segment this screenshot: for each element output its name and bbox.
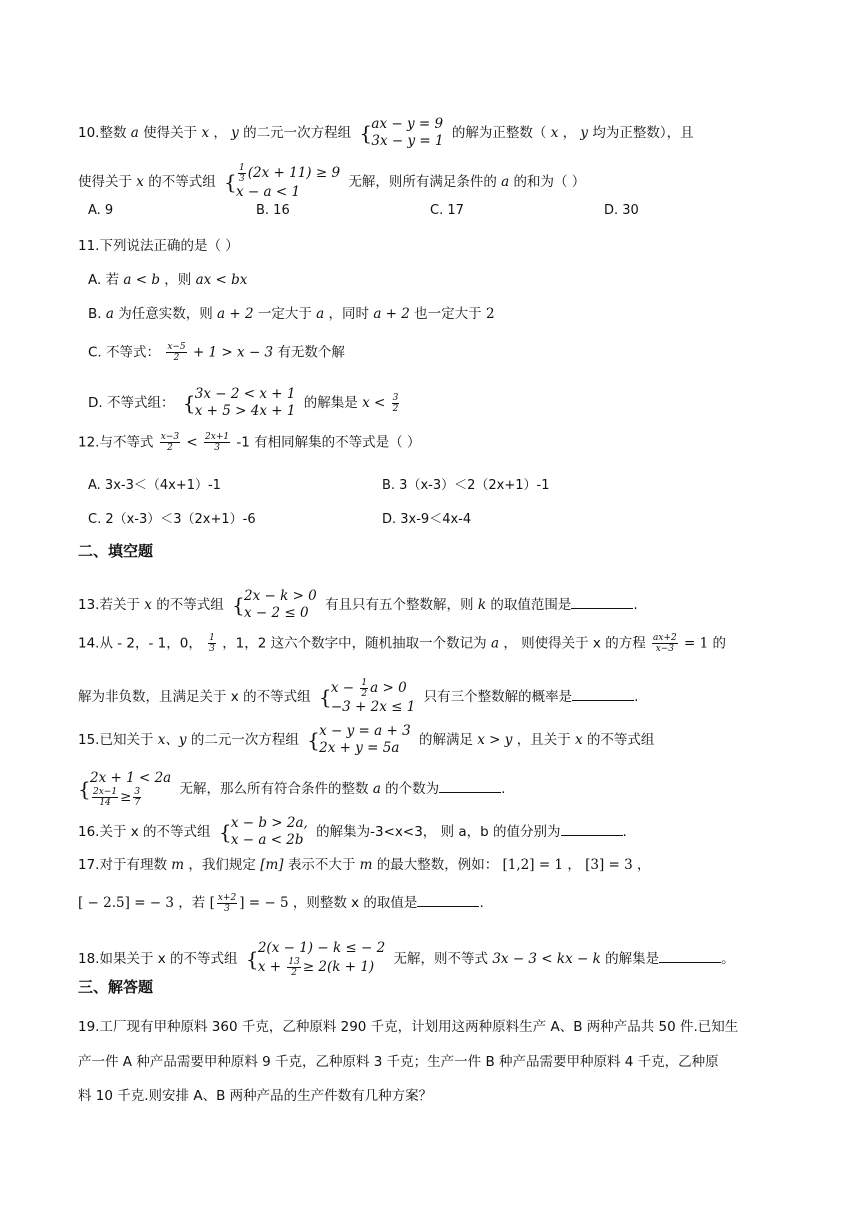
punctuation: . [479,895,484,911]
q10-text: 无解，则所有满足条件的 [348,174,497,190]
q13-text: 的不等式组 [156,597,224,613]
q12-option-c[interactable]: C. 2（x-3）＜3（2x+1）-6 [88,512,256,527]
equation-row: ax − y = 9 [371,116,444,132]
var-a: a [490,635,500,652]
math: [m] [260,857,284,873]
q14-line1 [78,633,726,654]
q18-text: 18.如果关于 x 的不等式组 [78,951,238,967]
q15-line2 [78,770,505,808]
fraction-denominator: 3 [224,903,230,914]
fraction [652,633,678,654]
option-text: ，则 [164,272,192,288]
punctuation: . [633,597,638,613]
fraction [392,393,400,414]
inequality-row: 2x − k > 0 [244,588,317,604]
q13-text: 的取值范围是 [490,597,572,613]
option-label: D. 不等式组： [88,395,175,411]
var-m: m [171,857,185,873]
fraction [92,787,118,808]
q14-text: ，1，2 这六个数字中，随机抽取一个数记为 [222,635,487,652]
fraction-numerator: 13 [288,957,300,967]
math: [ − 2.5] = − 3 [78,895,174,911]
fraction-denominator: 2 [167,443,173,453]
section-heading-answer: 三、解答题 [78,978,154,996]
q18-text: 无解，则不等式 [393,951,489,967]
fraction [360,678,368,699]
q17-line1 [78,855,651,875]
q17-text: ，若 [178,895,206,911]
q18-line [78,940,735,978]
q14-text: ， 则使得关于 x 的方程 [503,635,646,652]
q17-text: ，我们规定 [188,857,256,873]
inequality-text: x + [257,959,282,975]
comma: ， [567,857,581,873]
q15-text: 的个数为 [385,781,440,797]
var-a: a [372,781,381,797]
fraction-numerator: x−5 [167,342,186,352]
q12-stem [78,432,420,453]
inequality-system: { x − b > 2a, x − a < 2b [218,815,308,848]
fraction-denominator: 2 [291,968,297,978]
equation-row: 3x − y = 1 [371,133,444,149]
q17-text: 表示不大于 [287,857,356,873]
q10-text: 10.整数 [78,125,127,141]
q10-text: 使得关于 [143,125,198,141]
fraction-numerator: x+2 [217,892,237,903]
q10-text: 的和为（ ） [513,174,586,190]
fraction-numerator: 3 [392,392,399,403]
q10-text: 均为正整数），且 [592,125,694,141]
math: a [316,306,325,322]
fraction-numerator: 2x−1 [93,787,118,797]
q15-line1 [78,723,654,757]
math: a < b [123,272,160,288]
fraction-numerator: 1 [361,678,368,688]
inequality-system: { 2x − k > 0 x − 2 ≤ 0 [232,588,317,621]
q14-text: 只有三个整数解的概率是 [423,689,573,705]
inequality-row [236,163,340,184]
var-x: x [144,597,152,613]
fraction-numerator: x−3 [160,432,180,442]
option-text: 有无数个解 [277,344,345,361]
q10-option-a[interactable]: A. 9 [88,203,114,218]
math: 2 [485,306,495,322]
inequality-text: ≥ 2(k + 1) [302,959,375,975]
q14-line2 [78,678,638,716]
fraction-denominator: 7 [134,798,141,808]
q15-text: ，且关于 [516,732,571,748]
var-y: y [231,125,239,141]
math: = 1 [684,635,709,652]
fraction [166,342,186,363]
fraction [133,787,141,808]
fraction-denominator: 2 [361,689,368,699]
q17-text: ，则整数 x 的取值是 [292,895,418,911]
fraction-denominator: x−3 [655,644,675,654]
q18-text: 的解集是 [605,951,660,967]
option-text: 也一定大于 [414,306,482,322]
var-x: x [136,174,144,190]
fraction-numerator: ax+2 [653,633,677,643]
answer-blank[interactable] [417,892,479,907]
option-text: 的解集是 [303,395,358,411]
inequality-row: x − a < 2b [230,832,304,848]
inequality-row: x + 5 > 4x + 1 [194,403,296,419]
q17-text: 17.对于有理数 [78,857,167,873]
var-y: y [580,125,589,141]
math: [1,2] = 1 [502,857,564,873]
inequality-row: 2x + 1 < 2a [90,770,172,786]
punctuation: 。 [721,951,735,967]
answer-blank[interactable] [659,948,721,963]
fraction [160,432,180,453]
math: a [105,306,114,322]
option-label: C. 不等式： [88,344,161,361]
comma: ， [213,125,227,141]
fraction-numerator: 3 [134,787,141,797]
var-x: x [575,732,583,748]
math: ] = − 5 [239,895,289,911]
math: [3] = 3 [585,857,633,873]
q15-text: 的不等式组 [586,732,655,748]
q10-option-d[interactable]: D. 30 [604,203,639,218]
inequality-system: { 2x + 1 < 2a $\frac{2x-1}{14}$ ≥ $\frac{3}{7}$ [78,770,172,808]
punctuation: . [501,781,506,797]
q13-line [78,588,638,622]
q16-text: 16.关于 x 的不等式组 [78,824,211,840]
q11-option-a[interactable] [88,270,247,290]
q15-text: 15.已知关于 [78,732,154,748]
fraction [287,957,300,978]
q14-text: 14.从 - 2，- 1，0， [78,635,202,652]
q11-option-c[interactable] [88,342,345,363]
inequality-row: −3 + 2x ≤ 1 [330,699,416,715]
inequality-text: x − [330,680,355,696]
q10-text: 使得关于 [78,174,132,190]
math: x > y [477,732,513,748]
var-m: m [359,857,373,873]
inequality-row: x − 2 ≤ 0 [244,605,309,621]
fraction-denominator: 2 [173,353,180,363]
q12-text: -1 有相同解集的不等式是（ ） [236,434,421,451]
q12-option-a[interactable]: A. 3x-3＜（4x+1）-1 [88,478,221,493]
q10-line2 [78,163,585,201]
option-label: B. [88,306,102,322]
answer-blank[interactable] [572,686,634,701]
math: ax < bx [195,272,248,288]
comma: ， [637,857,651,873]
math: + 1 > x − 3 [192,344,274,361]
inequality-row: x − b > 2a, [230,815,308,831]
q12-text: 12.与不等式 [78,434,154,451]
option-text: 为任意实数，则 [118,306,213,322]
inequality-system: { $\frac{1}{3}$ (2x + 11) ≥ 9 x − a < 1 [224,163,341,200]
answer-blank[interactable] [571,594,633,609]
q13-text: 有且只有五个整数解，则 [325,597,474,613]
inequality-row [331,678,415,699]
q10-line1 [78,116,694,150]
var-a: a [130,125,139,141]
q10-text: 的二元一次方程组 [243,125,352,141]
equation-row: 2x + y = 5a [319,740,400,756]
q16-line [78,815,627,849]
q15-text: 的二元一次方程组 [190,732,299,748]
math: x < [362,395,386,411]
inequality-text: a > 0 [370,680,407,696]
equation-system: { x − y = a + 3 2x + y = 5a [307,723,411,756]
var-x: x [550,125,559,141]
q15-text: 无解，那么所有符合条件的整数 [179,781,369,797]
fraction: $\frac{1}{3}$ [239,163,245,184]
fraction-denominator: 14 [99,798,111,808]
math: 3x − 3 < kx − k [492,951,601,967]
option-text: 一定大于 [257,306,312,322]
q19-line3: 料 10 千克.则安排 A、B 两种产品的生产件数有几种方案？ [78,1088,433,1104]
comma: ， [562,125,577,141]
q19-line1: 19.工厂现有甲种原料 360 千克，乙种原料 290 千克，计划用这两种原料生产 A、B 两种产品共 50 件.已知生 [78,1019,739,1035]
q12-option-b[interactable]: B. 3（x-3）＜2（2x+1）-1 [382,478,550,493]
var-x: x [201,125,210,141]
inequality-row [90,787,171,808]
option-label: A. 若 [88,272,120,288]
q11-stem: 11.下列说法正确的是（ ） [78,238,239,254]
q11-option-d[interactable] [88,386,401,420]
q16-text: 的解集为-3<x<3， 则 a，b 的值分别为 [316,824,561,840]
math: < [186,434,198,451]
q10-text: 的不等式组 [148,174,216,190]
punctuation: . [622,824,627,840]
fraction-denominator: 3 [209,644,215,654]
q10-option-b[interactable]: B. 16 [256,203,290,218]
inequality-text: (2x + 11) ≥ 9 [247,165,341,181]
q15-text: 的解满足 [418,732,473,748]
q17-line2: [ − 2.5] = − 3 ，若 [ $\frac{x+2}{3}$ ] = − 5 ，则整数 x 的取值是 . [78,892,484,914]
option-text: ，同时 [328,306,370,322]
fraction-denominator: 2 [392,403,399,414]
q12-option-d[interactable]: D. 3x-9＜4x-4 [382,512,472,527]
inequality-row: x − a < 1 [236,184,301,200]
q10-text: 的解为正整数（ [451,125,547,141]
fraction [208,633,216,654]
equation-row: x − y = a + 3 [319,723,411,739]
math: a + 2 [373,306,410,322]
var-xy: x、y [157,732,187,748]
inequality-system: { 2(x − 1) − k ≤ − 2 x + $\frac{13}{2}$ ≥ 2(k + 1) [245,940,386,978]
inequality-row: 3x − 2 < x + 1 [194,386,296,402]
fraction-numerator: 1 [209,633,215,643]
inequality-system: { 3x − 2 < x + 1 x + 5 > 4x + 1 [182,386,296,419]
answer-blank[interactable] [439,778,501,793]
punctuation: . [634,689,639,705]
q14-text: 的 [712,635,727,652]
q14-text: 解为非负数，且满足关于 x 的不等式组 [78,689,311,705]
answer-blank[interactable] [561,821,623,836]
q11-option-b[interactable] [88,304,495,324]
q19-line2: 产一件 A 种产品需要甲种原料 9 千克，乙种原料 3 千克；生产一件 B 种产品需要甲种原料 4 千克，乙种原 [78,1054,719,1070]
q10-option-c[interactable]: C. 17 [430,203,464,218]
math: a + 2 [217,306,254,322]
q17-text: 的最大整数，例如： [376,857,499,873]
q13-text: 13.若关于 [78,597,140,613]
fraction-denominator: 3 [214,443,220,453]
inequality-row [258,957,385,978]
fraction [217,893,237,914]
inequality-system: { x − $\frac{1}{2}$ a > 0 −3 + 2x ≤ 1 [318,678,416,715]
equation-system: { ax − y = 9 3x − y = 1 [359,116,444,149]
fraction [204,432,230,453]
math: ≥ [120,789,132,805]
var-a: a [501,174,510,190]
section-heading-fill-in: 二、填空题 [78,542,154,560]
fraction-numerator: 2x+1 [205,432,230,442]
inequality-row: 2(x − 1) − k ≤ − 2 [257,940,386,956]
var-k: k [477,597,487,613]
